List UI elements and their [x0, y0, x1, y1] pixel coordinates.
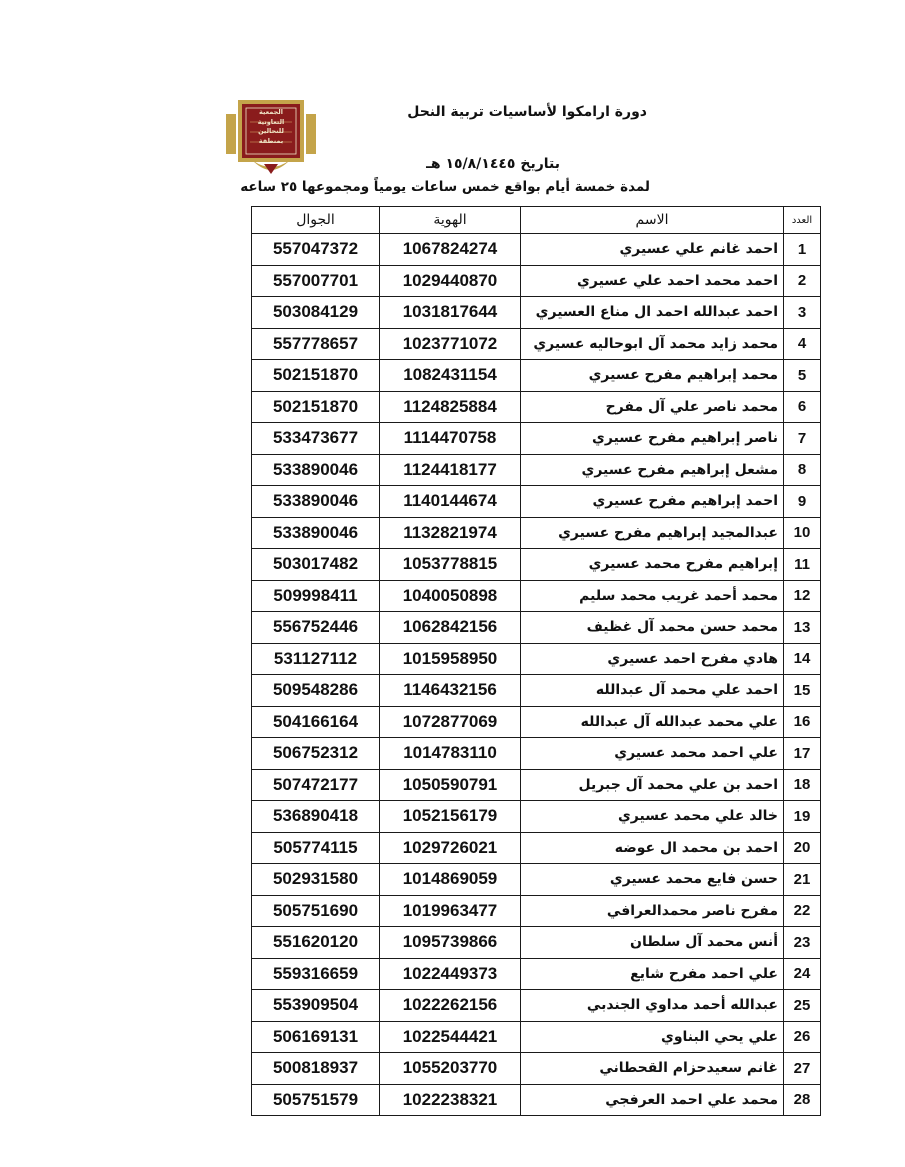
- logo-text-line: الجمعية: [259, 108, 283, 116]
- national-id: 1022449373: [380, 958, 521, 990]
- row-number: 13: [784, 612, 821, 644]
- national-id: 1022238321: [380, 1084, 521, 1116]
- national-id: 1050590791: [380, 769, 521, 801]
- row-number: 3: [784, 297, 821, 329]
- table-row: [252, 832, 821, 864]
- table-row: [252, 990, 821, 1022]
- mobile-number: 536890418: [252, 801, 380, 833]
- document-title: دورة ارامكوا لأساسيات تربية النحل: [407, 104, 647, 120]
- national-id: 1140144674: [380, 486, 521, 518]
- table-row: [252, 864, 821, 896]
- mobile-number: 506752312: [252, 738, 380, 770]
- participant-name: علي احمد محمد عسيري: [521, 738, 784, 770]
- participant-name: محمد أحمد غريب محمد سليم: [521, 580, 784, 612]
- mobile-number: 503084129: [252, 297, 380, 329]
- logo-text: [244, 108, 298, 146]
- row-number: 25: [784, 990, 821, 1022]
- participant-name: احمد بن محمد ال عوضه: [521, 832, 784, 864]
- row-number: 17: [784, 738, 821, 770]
- table-row: [252, 423, 821, 455]
- participant-name: عبدالله أحمد مداوي الجندبي: [521, 990, 784, 1022]
- participant-name: عبدالمجيد إبراهيم مفرح عسيري: [521, 517, 784, 549]
- mobile-number: 502931580: [252, 864, 380, 896]
- participant-name: مفرح ناصر محمدالعرافي: [521, 895, 784, 927]
- participant-name: احمد عبدالله احمد ال مناع العسيري: [521, 297, 784, 329]
- national-id: 1014869059: [380, 864, 521, 896]
- logo-text-line: التعاونية: [257, 117, 285, 126]
- table-row: [252, 517, 821, 549]
- participant-name: غانم سعيدحزام القحطاني: [521, 1053, 784, 1085]
- participant-name: محمد إبراهيم مفرح عسيري: [521, 360, 784, 392]
- row-number: 18: [784, 769, 821, 801]
- national-id: 1022544421: [380, 1021, 521, 1053]
- row-number: 9: [784, 486, 821, 518]
- row-number: 16: [784, 706, 821, 738]
- mobile-number: 533890046: [252, 517, 380, 549]
- table-row: [252, 801, 821, 833]
- national-id: 1146432156: [380, 675, 521, 707]
- national-id: 1015958950: [380, 643, 521, 675]
- mobile-number: 503017482: [252, 549, 380, 581]
- participant-name: إبراهيم مفرح محمد عسيري: [521, 549, 784, 581]
- participant-name: محمد علي احمد العرفجي: [521, 1084, 784, 1116]
- row-number: 21: [784, 864, 821, 896]
- participant-name: محمد حسن محمد آل غظيف: [521, 612, 784, 644]
- column-header-name: الاسم: [521, 207, 784, 234]
- participant-name: حسن فايع محمد عسيري: [521, 864, 784, 896]
- national-id: 1055203770: [380, 1053, 521, 1085]
- national-id: 1082431154: [380, 360, 521, 392]
- row-number: 24: [784, 958, 821, 990]
- table-row: [252, 958, 821, 990]
- participant-name: احمد غانم علي عسيري: [521, 234, 784, 266]
- national-id: 1067824274: [380, 234, 521, 266]
- national-id: 1124418177: [380, 454, 521, 486]
- mobile-number: 505774115: [252, 832, 380, 864]
- mobile-number: 505751579: [252, 1084, 380, 1116]
- national-id: 1052156179: [380, 801, 521, 833]
- row-number: 14: [784, 643, 821, 675]
- table-header-row: [252, 207, 821, 234]
- table-row: [252, 769, 821, 801]
- mobile-number: 556752446: [252, 612, 380, 644]
- participant-name: أنس محمد آل سلطان: [521, 927, 784, 959]
- national-id: 1132821974: [380, 517, 521, 549]
- mobile-number: 557778657: [252, 328, 380, 360]
- row-number: 20: [784, 832, 821, 864]
- row-number: 22: [784, 895, 821, 927]
- national-id: 1023771072: [380, 328, 521, 360]
- table-row: [252, 486, 821, 518]
- mobile-number: 531127112: [252, 643, 380, 675]
- table-row: [252, 234, 821, 266]
- national-id: 1062842156: [380, 612, 521, 644]
- column-header-mobile: الجوال: [252, 207, 380, 234]
- mobile-number: 533890046: [252, 486, 380, 518]
- date-line: بتاريخ ١٥/٨/١٤٤٥ هـ: [426, 156, 560, 172]
- table-row: [252, 297, 821, 329]
- participants-table: [251, 206, 821, 1116]
- beekeepers-cooperative-logo: [222, 100, 320, 178]
- mobile-number: 502151870: [252, 391, 380, 423]
- national-id: 1124825884: [380, 391, 521, 423]
- mobile-number: 559316659: [252, 958, 380, 990]
- participant-name: علي محمد عبدالله آل عبدالله: [521, 706, 784, 738]
- participant-name: هادي مفرح احمد عسيري: [521, 643, 784, 675]
- national-id: 1095739866: [380, 927, 521, 959]
- participant-name: احمد بن علي محمد آل جبريل: [521, 769, 784, 801]
- column-header-id: الهوية: [380, 207, 521, 234]
- national-id: 1040050898: [380, 580, 521, 612]
- table-row: [252, 675, 821, 707]
- mobile-number: 506169131: [252, 1021, 380, 1053]
- national-id: 1019963477: [380, 895, 521, 927]
- table-row: [252, 612, 821, 644]
- row-number: 19: [784, 801, 821, 833]
- national-id: 1029726021: [380, 832, 521, 864]
- mobile-number: 557047372: [252, 234, 380, 266]
- mobile-number: 553909504: [252, 990, 380, 1022]
- table-row: [252, 454, 821, 486]
- national-id: 1072877069: [380, 706, 521, 738]
- table-row: [252, 738, 821, 770]
- participant-name: مشعل إبراهيم مفرح عسيري: [521, 454, 784, 486]
- table-row: [252, 927, 821, 959]
- logo-text-line: للنحالين: [258, 127, 284, 135]
- participant-name: علي يحي البناوي: [521, 1021, 784, 1053]
- row-number: 23: [784, 927, 821, 959]
- table-row: [252, 360, 821, 392]
- national-id: 1114470758: [380, 423, 521, 455]
- national-id: 1022262156: [380, 990, 521, 1022]
- national-id: 1029440870: [380, 265, 521, 297]
- table-row: [252, 328, 821, 360]
- table-row: [252, 1084, 821, 1116]
- row-number: 1: [784, 234, 821, 266]
- row-number: 28: [784, 1084, 821, 1116]
- table-row: [252, 265, 821, 297]
- table-row: [252, 549, 821, 581]
- participant-name: احمد إبراهيم مفرح عسيري: [521, 486, 784, 518]
- table-row: [252, 706, 821, 738]
- participant-name: محمد ناصر علي آل مفرح: [521, 391, 784, 423]
- mobile-number: 505751690: [252, 895, 380, 927]
- national-id: 1014783110: [380, 738, 521, 770]
- mobile-number: 509548286: [252, 675, 380, 707]
- row-number: 11: [784, 549, 821, 581]
- table-row: [252, 1021, 821, 1053]
- participant-name: احمد محمد احمد علي عسيري: [521, 265, 784, 297]
- column-header-number: العدد: [784, 207, 821, 234]
- table-body: [252, 234, 821, 1116]
- duration-line: لمدة خمسة أيام بواقع خمس ساعات يومياً ومجموعها ٢٥ ساعه: [240, 179, 650, 195]
- row-number: 26: [784, 1021, 821, 1053]
- mobile-number: 533473677: [252, 423, 380, 455]
- row-number: 27: [784, 1053, 821, 1085]
- table-row: [252, 1053, 821, 1085]
- national-id: 1031817644: [380, 297, 521, 329]
- logo-text-line: بمنطقة: [258, 136, 284, 145]
- participant-name: احمد علي محمد آل عبدالله: [521, 675, 784, 707]
- national-id: 1053778815: [380, 549, 521, 581]
- participant-name: ناصر إبراهيم مفرح عسيري: [521, 423, 784, 455]
- mobile-number: 551620120: [252, 927, 380, 959]
- participant-name: خالد علي محمد عسيري: [521, 801, 784, 833]
- mobile-number: 509998411: [252, 580, 380, 612]
- table-row: [252, 580, 821, 612]
- row-number: 7: [784, 423, 821, 455]
- row-number: 4: [784, 328, 821, 360]
- table-row: [252, 643, 821, 675]
- mobile-number: 504166164: [252, 706, 380, 738]
- table-row: [252, 391, 821, 423]
- participant-name: محمد زايد محمد آل ابوحاليه عسيري: [521, 328, 784, 360]
- mobile-number: 500818937: [252, 1053, 380, 1085]
- mobile-number: 507472177: [252, 769, 380, 801]
- row-number: 15: [784, 675, 821, 707]
- row-number: 2: [784, 265, 821, 297]
- row-number: 5: [784, 360, 821, 392]
- participant-name: علي احمد مفرح شايع: [521, 958, 784, 990]
- mobile-number: 502151870: [252, 360, 380, 392]
- mobile-number: 533890046: [252, 454, 380, 486]
- row-number: 10: [784, 517, 821, 549]
- mobile-number: 557007701: [252, 265, 380, 297]
- row-number: 12: [784, 580, 821, 612]
- table-row: [252, 895, 821, 927]
- row-number: 8: [784, 454, 821, 486]
- row-number: 6: [784, 391, 821, 423]
